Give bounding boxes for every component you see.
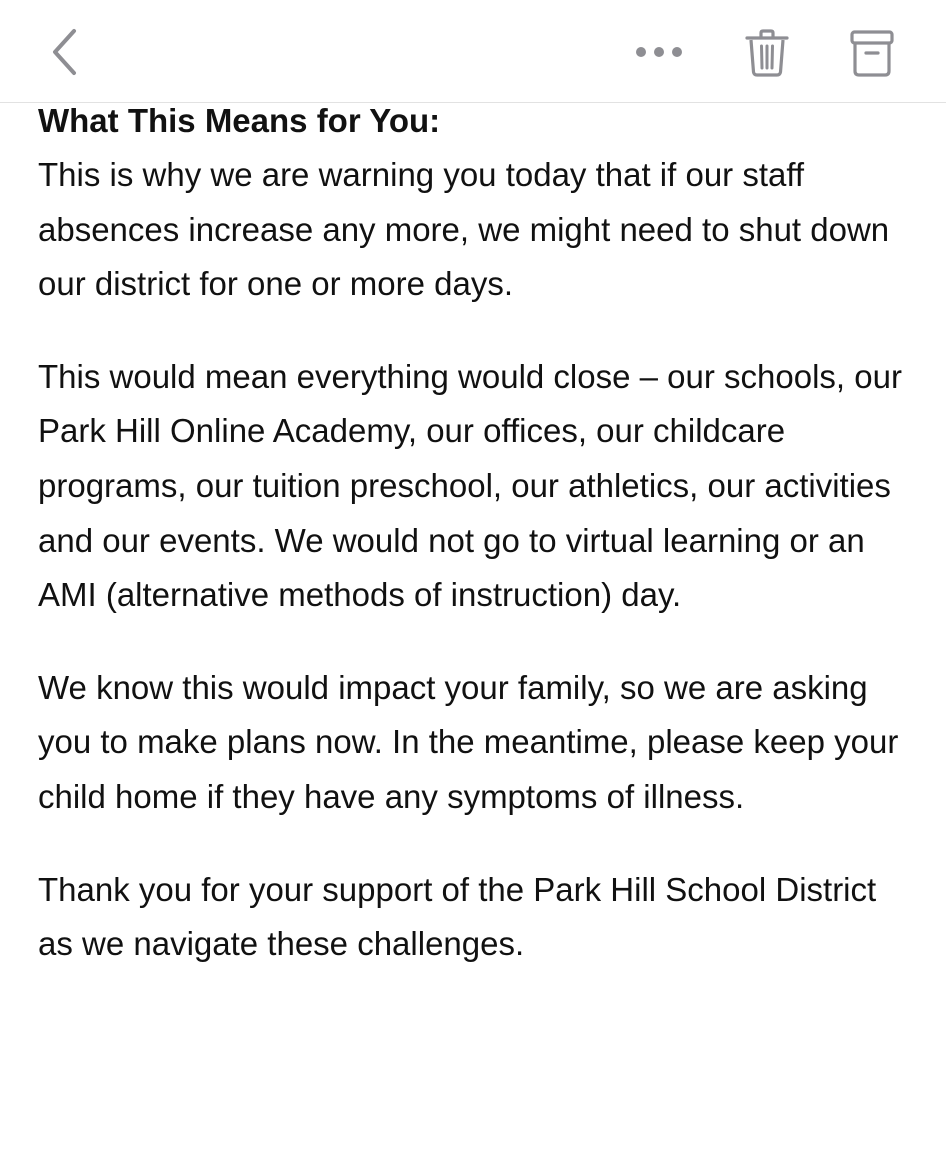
email-paragraph-2: This would mean everything would close – our schools, our Park Hill Online Academy, our offices, our childcare programs, our tuition preschool, our athletics, our activities and our events. We would not go to virtual learning or an AMI (alternative methods of instruction) day. — [38, 357, 902, 614]
back-button[interactable] — [40, 22, 90, 82]
email-paragraph-1: This is why we are warning you today that if our staff absences increase any more, we might need to shut down our district for one or more days. — [38, 156, 890, 303]
more-dots-icon — [633, 45, 685, 59]
delete-button[interactable] — [738, 24, 796, 82]
email-paragraph-3: We know this would impact your family, so we are asking you to make plans now. In the meantime, please keep your child home if they have any symptoms of illness. — [38, 668, 899, 815]
archive-button[interactable] — [843, 24, 901, 82]
trash-icon — [744, 28, 790, 78]
chevron-left-icon — [50, 27, 80, 77]
email-body — [38, 94, 918, 1010]
section-heading: What This Means for You: — [38, 102, 441, 139]
archive-icon — [849, 28, 895, 78]
more-options-button[interactable] — [628, 30, 690, 74]
email-toolbar — [0, 0, 946, 103]
email-paragraph-4: Thank you for your support of the Park Hill School District as we navigate these challenges. — [38, 870, 877, 963]
